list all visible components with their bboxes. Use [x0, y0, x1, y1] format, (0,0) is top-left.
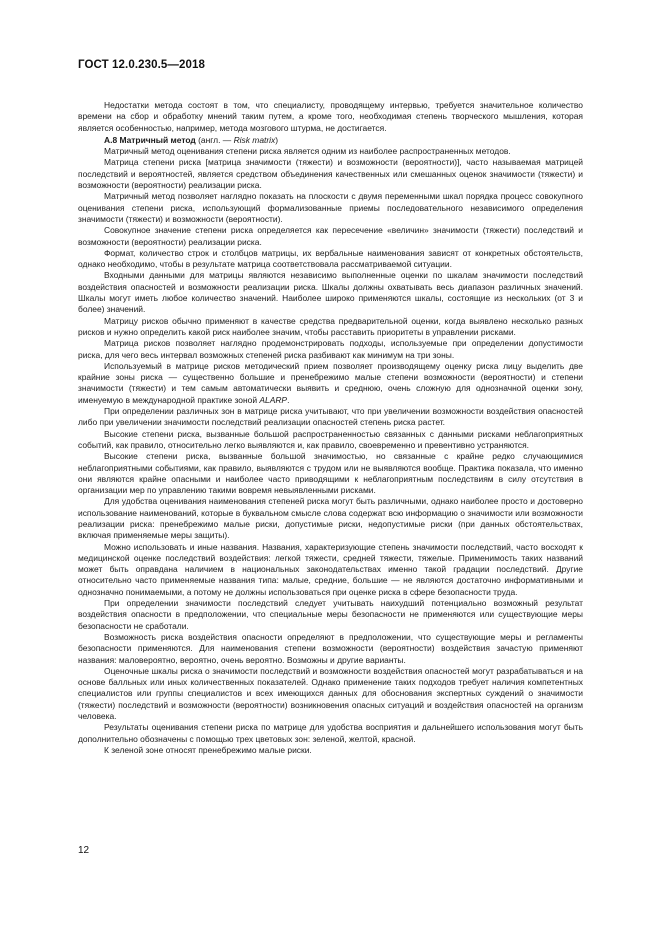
- paragraph: Высокие степени риска, вызванные большой распространенностью связанных с данными рисками неблагоприятных событий, как правило, относительно легко выявляются и, как правило, своевременно и превентивно устраняются.: [78, 428, 583, 450]
- alarp-term: ALARP: [259, 394, 288, 405]
- heading-en-term: Risk matrix: [233, 134, 276, 145]
- page-number: 12: [78, 845, 90, 856]
- paragraph: К зеленой зоне относят пренебрежимо малые риски.: [104, 744, 312, 755]
- paragraph: Входными данными для матрицы являются независимо выполненные оценки по шкалам значимости последствий воздействия опасностей и возможности реализации риска. Шкалы должны охватывать весь диапазон различных значений. Шкалы могут иметь любое количество значений. Наиболее широко применяются шкалы, состоящие из нескольких (от 3 и более) значений.: [78, 270, 583, 315]
- paragraph: Оценочные шкалы риска о значимости последствий и возможности воздействия опасностей могут разрабатываться и на основе балльных или иных количественных показателей. Однако применение таких подходов требует наличия компетентных специалистов или группы специалистов и всех имеющихся данных для обоснования экспертных суждений о значимости (тяжести) последствий и возможности (вероятности) возникновения опасных ситуаций и воздействия опасностей на организм человека.: [78, 665, 583, 722]
- paragraph: Матричный метод позволяет наглядно показать на плоскости с двумя переменными шкал порядка процесс совокупного оценивания степени риска, использующий формализованные приемы последовательного независимого определения значимости (тяжести) и возможности (вероятности).: [78, 191, 583, 224]
- paragraph: При определении различных зон в матрице риска учитывают, что при увеличении возможности воздействия опасностей либо при увеличении значимости последствий реализации опасностей степень риска растет.: [78, 406, 583, 428]
- paragraph: Совокупное значение степени риска определяется как пересечение «величин» значимости (тяжести) последствий и возможности (вероятности) реализации риска.: [78, 225, 583, 247]
- section-heading-english: [198, 135, 278, 145]
- heading-en-prefix: (англ. —: [198, 134, 234, 145]
- paragraph: Можно использовать и иные названия. Названия, характеризующие степень значимости последствий, часто восходят к медицинской оценке последствий воздействия: легкой тяжести, средней тяжести, тяжелые. Применимость таких названий может быть оправдана наличием в национальных законодательствах именно такой градации последствий. Другие относительно часто применяемые названия типа: малые, средние, большие — не являются достаточно информативными и однозначно понимаемыми, а потому не должны использоваться при оценке риска в сфере безопасности труда.: [78, 541, 583, 597]
- paragraph: Матричный метод оценивания степени риска является одним из наиболее распространенных методов.: [104, 146, 511, 157]
- paragraph-alarp-end: .: [287, 394, 290, 405]
- paragraph: Матрицу рисков обычно применяют в качестве средства предварительной оценки, когда выявлено несколько разных рисков и нужно определить какой риск наиболее значим, чтобы расставить приоритеты в управлении рисками.: [78, 315, 583, 337]
- body-text: [78, 100, 583, 756]
- document-header: ГОСТ 12.0.230.5—2018: [78, 59, 205, 71]
- paragraph: При определении значимости последствий следует учитывать наихудший потенциально возможный результат воздействия опасности в предположении, что специальные меры безопасности не применяются или существующие меры безопасности не сработали.: [78, 598, 583, 631]
- paragraph: Для удобства оценивания наименования степеней риска могут быть различными, однако наиболее просто и достоверно использование наименований, которые в буквальном смысле слова содержат всю информацию о значимости или возможности реализации риска: пренебрежимо малые риски, допустимые риски, недопустимые риски (при данных обстоятельствах, включая применяемые меры защиты).: [78, 496, 583, 541]
- paragraph: Матрица степени риска [матрица значимости (тяжести) и возможности (вероятности)], часто называемая матрицей последствий и вероятностей, является средством объединения качественных или смешанных оценок значимости (тяжести) и возможности (вероятности) реализации риска.: [78, 157, 583, 191]
- section-heading: [78, 135, 583, 146]
- paragraph-alarp-text: Используемый в матрице рисков методический прием позволяет производящему оценку риска лицу выделить две крайние зоны риска — существенно большие и пренебрежимо малые степени возможности (вероятности) и степени значимости (тяжести) и тем самым автоматически выявить и среднюю, очень сложную для однозначной оценки зону, именуемую в международной практике зоной: [78, 360, 583, 405]
- paragraph: Формат, количество строк и столбцов матрицы, их вербальные наименования зависят от конкретных обстоятельств, однако необходимо, чтобы в результате матрица соответствовала рассматриваемой ситуации.: [78, 247, 583, 270]
- paragraph: Результаты оценивания степени риска по матрице для удобства восприятия и дальнейшего использования могут быть дополнительно обозначены с помощью трех цветовых зон: зеленой, желтой, красной.: [78, 722, 583, 744]
- heading-en-suffix: ): [275, 134, 279, 145]
- paragraph: Высокие степени риска, вызванные большой значимостью, но связанные с крайне редко случающимися неблагоприятными событиями, как правило, выявляются с трудом или не выявляются вообще. Практика показала, что именно они являются крайне опасными и наиболее часто приводящими к неблагоприятным последствиям в силу отсутствия в организации мер по управлению такими вовремя невыявленными рисками.: [78, 451, 583, 496]
- paragraph: Матрица рисков позволяет наглядно продемонстрировать подходы, используемые при определении допустимости риска, для чего весь интервал возможных степеней риска разбивают как минимум на три зоны.: [78, 338, 583, 360]
- paragraph-intro: Недостатки метода состоят в том, что специалисту, проводящему интервью, требуется значительное количество времени на сбор и обработку мнений таким путем, а кроме того, необходимая степень творческого мышления, которая является особенностью, например, метода мозгового штурма, не достигается.: [78, 100, 583, 133]
- paragraph-alarp: [78, 361, 583, 406]
- section-heading-title: А.8 Матричный метод: [104, 134, 196, 145]
- paragraph: Возможность риска воздействия опасности определяют в предположении, что существующие меры и регламенты безопасности применяются. Для наименования степени возможности (вероятности) воздействия зачастую применяют названия: маловероятно, вероятно, очень вероятно. Возможны и другие варианты.: [78, 631, 583, 665]
